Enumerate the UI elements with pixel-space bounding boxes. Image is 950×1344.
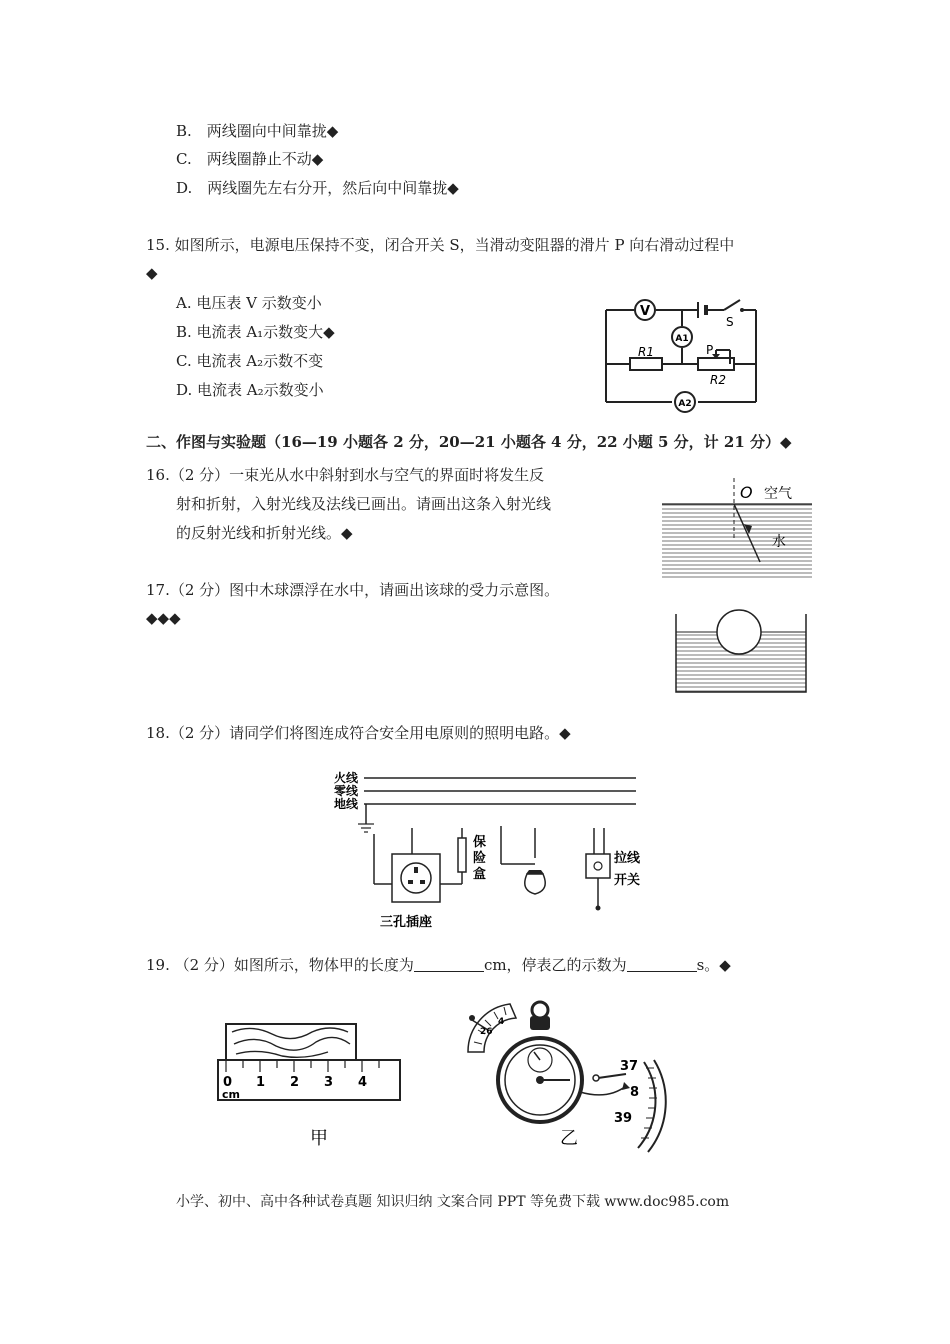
ruler-unit: cm xyxy=(222,1088,240,1101)
small-dial-label-4: 4 xyxy=(498,1017,505,1027)
socket-label: 三孔插座 xyxy=(380,915,433,930)
q16-line1: 16.（2 分）一束光从水中斜射到水与空气的界面时将发生反 xyxy=(146,466,545,484)
switch-s-label: S xyxy=(726,315,734,329)
big-dial-label-37: 37 xyxy=(620,1059,639,1074)
q15-stem: 15. 如图所示，电源电压保持不变，闭合开关 S，当滑动变阻器的滑片 P 向右滑动过程中 xyxy=(146,236,735,254)
q19-time-blank xyxy=(627,957,697,972)
q17-line1: 17.（2 分）图中木球漂浮在水中，请画出该球的受力示意图。 xyxy=(146,581,560,599)
ruler-tick-1: 1 xyxy=(256,1075,266,1090)
q19-stopwatch-diagram xyxy=(458,996,668,1154)
pull-switch-label-1: 拉线 xyxy=(614,851,641,866)
ground-wire-label: 地线 xyxy=(334,797,359,811)
label-jia: 甲 xyxy=(310,1128,328,1149)
ruler-tick-3: 3 xyxy=(324,1075,334,1090)
ammeter-a1-label: A1 xyxy=(675,334,689,344)
water-label: 水 xyxy=(772,534,786,550)
q19-text-part2: cm，停表乙的示数为 xyxy=(483,956,627,974)
section-heading: 二、作图与实验题（16—19 小题各 2 分，20—21 小题各 4 分，22 小题 5 分，计 21 分）◆ xyxy=(146,433,792,451)
ammeter-a2-label: A2 xyxy=(678,399,692,409)
q16-refraction-diagram xyxy=(660,478,815,580)
neutral-wire-label: 零线 xyxy=(334,784,359,798)
q16-line2: 射和折射，入射光线及法线已画出。请画出这条入射光线 xyxy=(176,495,552,513)
fuse-box-label-1: 保 xyxy=(473,835,487,850)
small-dial-label-26: 26 xyxy=(480,1027,493,1037)
point-o-label: O xyxy=(740,483,753,502)
q19-line xyxy=(146,955,731,975)
slider-p-label: P xyxy=(706,343,714,357)
q15-stem-cont: ◆ xyxy=(146,264,158,282)
ruler-tick-4: 4 xyxy=(358,1075,368,1090)
r1-label: R1 xyxy=(638,345,654,359)
pull-switch-label-2: 开关 xyxy=(614,873,641,888)
q15-option-c: C. 电流表 A₂示数不变 xyxy=(176,352,324,370)
q18-lighting-circuit-diagram xyxy=(330,766,645,932)
q15-circuit-diagram xyxy=(600,296,765,416)
q17-floating-ball-diagram xyxy=(672,604,812,696)
q15-option-d: D. 电流表 A₂示数变小 xyxy=(176,381,324,399)
q15-option-b: B. 电流表 A₁示数变大◆ xyxy=(176,323,335,341)
voltmeter-label: V xyxy=(639,304,651,319)
label-yi: 乙 xyxy=(560,1128,578,1149)
q18-line1: 18.（2 分）请同学们将图连成符合安全用电原则的照明电路。◆ xyxy=(146,724,571,742)
big-dial-label-39: 39 xyxy=(614,1111,633,1126)
r2-label: R2 xyxy=(710,373,726,387)
q19-ruler-diagram xyxy=(212,1020,402,1152)
q19-length-blank xyxy=(414,957,484,972)
q19-text-part1: 19. （2 分）如图所示，物体甲的长度为 xyxy=(146,956,414,974)
live-wire-label: 火线 xyxy=(334,771,359,785)
q14-option-c: C. 两线圈静止不动◆ xyxy=(176,150,324,168)
big-dial-label-8: 8 xyxy=(630,1085,640,1100)
page-footer: 小学、初中、高中各种试卷真题 知识归纳 文案合同 PPT 等免费下载 www.doc985.com xyxy=(176,1194,730,1210)
fuse-box-label-2: 险 xyxy=(473,851,487,866)
ruler-tick-0: 0 xyxy=(223,1075,233,1090)
fuse-box-label-3: 盒 xyxy=(473,867,487,882)
q15-option-a: A. 电压表 V 示数变小 xyxy=(176,294,322,312)
q14-option-b: B. 两线圈向中间靠拢◆ xyxy=(176,122,339,140)
q19-text-part3: s。◆ xyxy=(696,956,731,974)
air-label: 空气 xyxy=(764,486,792,502)
q16-line3: 的反射光线和折射光线。◆ xyxy=(176,524,353,542)
q17-line2: ◆◆◆ xyxy=(146,609,181,627)
q14-option-d: D. 两线圈先左右分开，然后向中间靠拢◆ xyxy=(176,179,459,197)
ruler-tick-2: 2 xyxy=(290,1075,300,1090)
